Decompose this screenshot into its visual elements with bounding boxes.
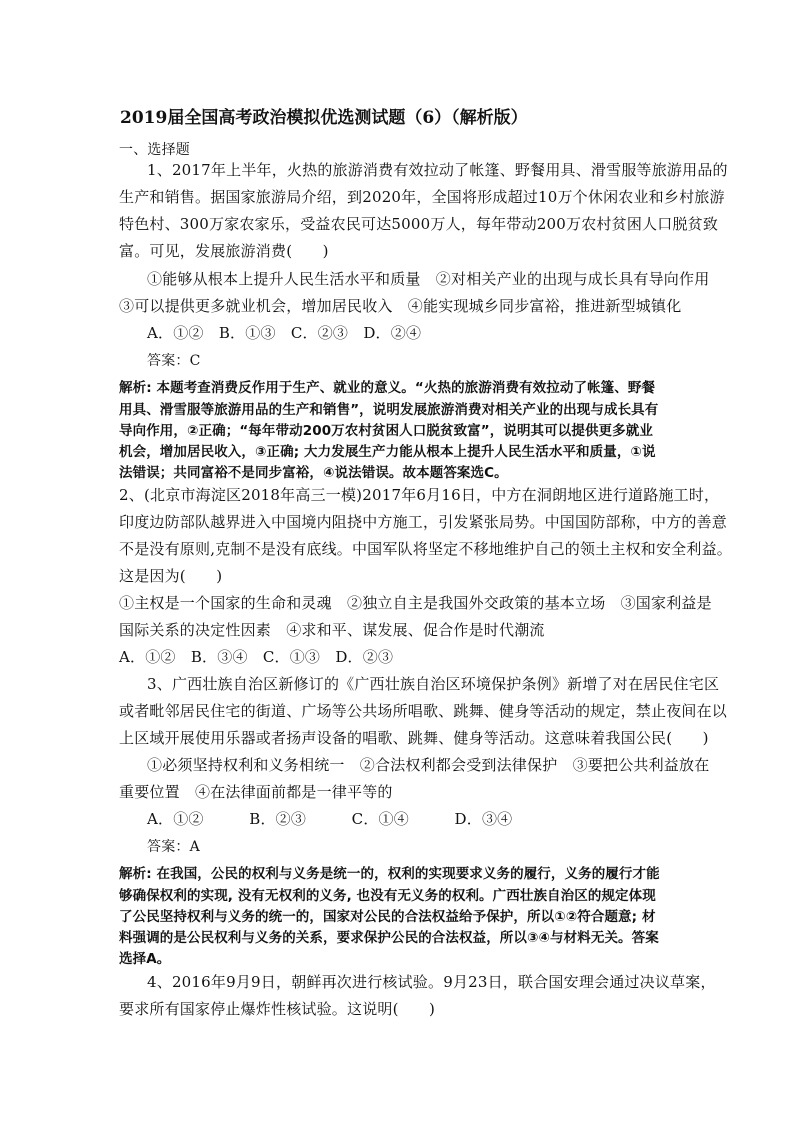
q3-stem-line: 或者毗邻居民住宅的街道、广场等公共场所唱歌、跳舞、健身等活动的规定，禁止夜间在以 [119,702,728,720]
q2-option-line: ①主权是一个国家的生命和灵魂 ②独立自主是我国外交政策的基本立场 ③国家利益是 [119,594,712,612]
q1-choices: A．①② B．①③ C．②③ D．②④ [147,324,422,342]
q4-stem-line: 4、2016年9月9日，朝鲜再次进行核试验。9月23日，联合国安理会通过决议草案， [147,973,716,991]
q1-answer: 答案：C [147,353,201,369]
q3-stem-line: 上区域开展使用乐器或者扬声设备的唱歌、跳舞、健身等活动。这意味着我国公民( ) [119,729,709,747]
q4-stem-line: 要求所有国家停止爆炸性核试验。这说明( ) [119,1000,436,1018]
q2-stem-line: 2、(北京市海淀区2018年高三一模)2017年6月16日，中方在洞朗地区进行道路施工时， [119,486,720,504]
document-title: 2019届全国高考政治模拟优选测试题（6）（解析版） [120,108,528,128]
q1-stem-line: 1、2017年上半年，火热的旅游消费有效拉动了帐篷、野餐用具、滑雪服等旅游用品的 [147,161,728,179]
q3-stem-line: 3、广西壮族自治区新修订的《广西壮族自治区环境保护条例》新增了对在居民住宅区 [147,675,720,693]
q3-analysis-line: 解析: 在我国，公民的权利与义务是统一的，权利的实现要求义务的履行，义务的履行才能 [119,866,660,882]
q3-analysis-line: 选择A。 [119,951,171,967]
q1-analysis-line: 机会，增加居民收入，③正确; 大力发展生产力能从根本上提升人民生活水平和质量，①说 [119,444,656,460]
q1-stem-line: 生产和销售。据国家旅游局介绍，到2020年，全国将形成超过10万个休闲农业和乡村旅游 [119,188,725,206]
q3-analysis-line: 料强调的是公民权利与义务的关系，要求保护公民的合法权益，所以③④与材料无关。答案 [119,930,659,946]
q3-answer: 答案：A [147,839,200,855]
q2-option-line: 国际关系的决定性因素 ④求和平、谋发展、促合作是时代潮流 [119,621,545,639]
q3-analysis-line: 了公民坚持权利与义务的统一的，国家对公民的合法权益给予保护，所以①②符合题意; 材 [119,909,656,925]
q3-option-line: ①必须坚持权利和义务相统一 ②合法权利都会受到法律保护 ③要把公共利益放在 [147,756,710,774]
q1-stem-line: 富。可见，发展旅游消费( ) [119,242,329,260]
q3-choices: A．①② B．②③ C．①④ D．③④ [147,810,513,828]
q1-analysis-line: 法错误；共同富裕不是同步富裕，④说法错误。故本题答案选C。 [119,465,508,481]
q2-choices: A．①② B．③④ C．①③ D．②③ [119,648,394,666]
q1-option-line: ③可以提供更多就业机会，增加居民收入 ④能实现城乡同步富裕，推进新型城镇化 [119,297,682,315]
q1-option-line: ①能够从根本上提升人民生活水平和质量 ②对相关产业的出现与成长具有导向作用 [147,270,710,288]
q2-stem-line: 不是没有原则,克制不是没有底线。中国军队将坚定不移地维护自己的领土主权和安全利益。 [119,540,732,558]
q1-stem-line: 特色村、300万家农家乐，受益农民可达5000万人，每年带动200万农村贫困人口脱贫致 [119,215,719,233]
q3-option-line: 重要位置 ④在法律面前都是一律平等的 [119,783,393,801]
q1-analysis-line: 导向作用，②正确；“每年带动200万农村贫困人口脱贫致富”，说明其可以提供更多就业 [119,423,653,439]
q2-stem-line: 印度边防部队越界进入中国境内阻挠中方施工，引发紧张局势。中国国防部称，中方的善意 [119,513,728,531]
q3-analysis-line: 够确保权利的实现, 没有无权利的义务, 也没有无义务的权利。广西壮族自治区的规定体现 [119,888,656,904]
q1-analysis-line: 用具、滑雪服等旅游用品的生产和销售”，说明发展旅游消费对相关产业的出现与成长具有 [119,402,659,418]
q1-analysis-line: 解析: 本题考查消费反作用于生产、就业的意义。“火热的旅游消费有效拉动了帐篷、野餐 [119,380,656,396]
q2-stem-line: 这是因为( ) [119,567,223,585]
section-heading: 一、选择题 [119,142,190,158]
